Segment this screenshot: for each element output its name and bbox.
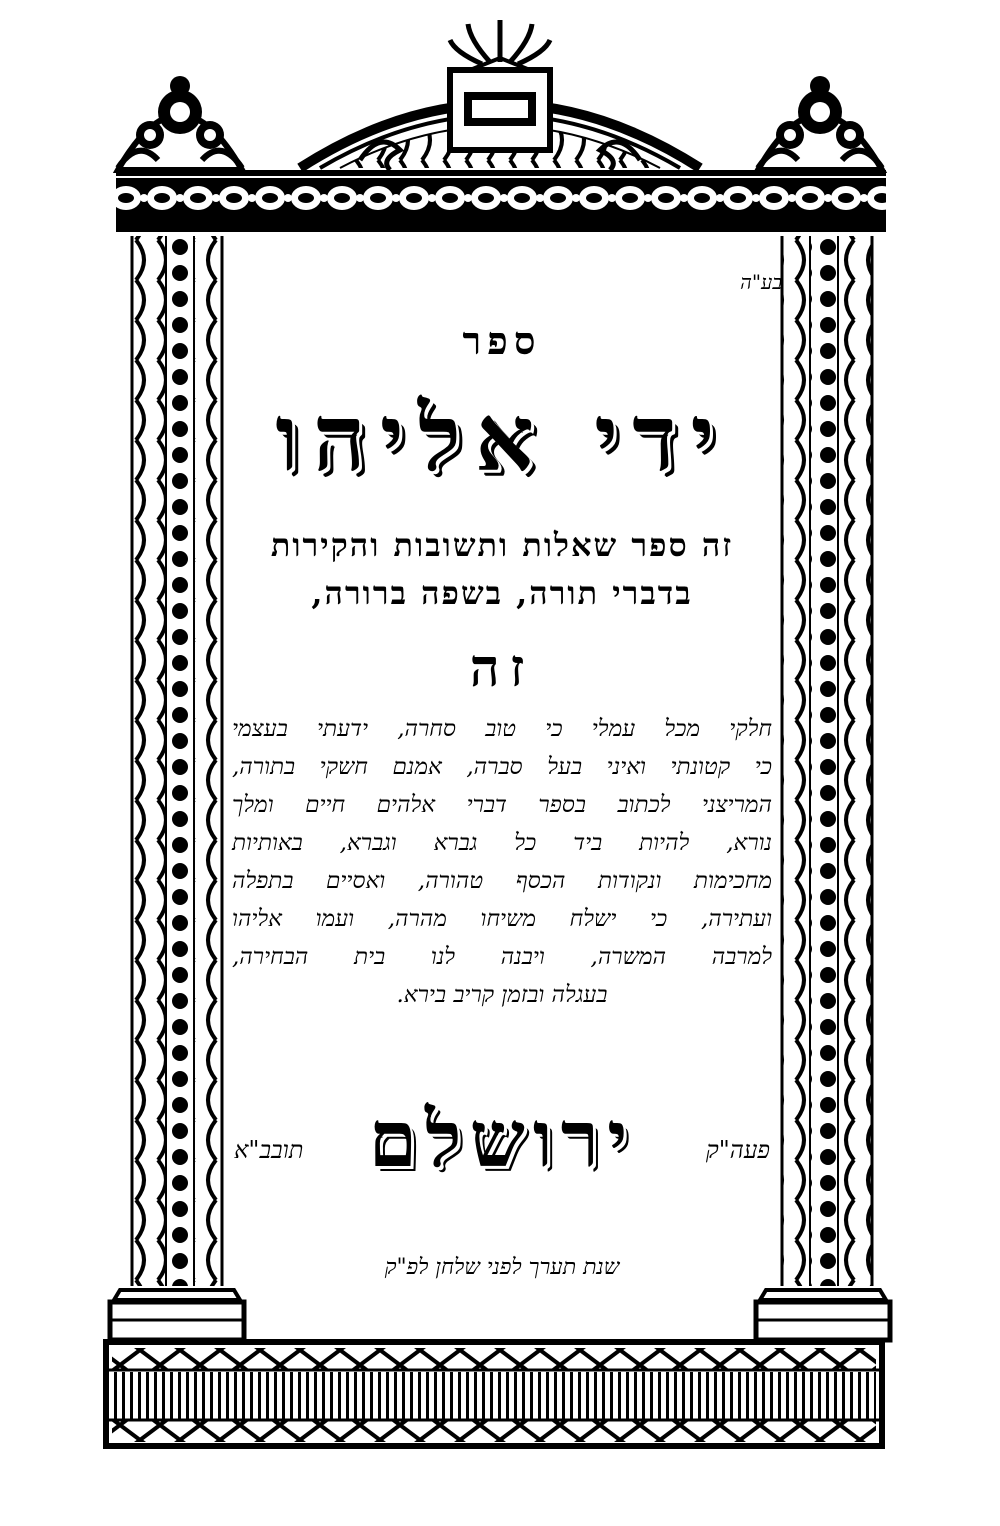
book-title: ידי אליהו [275, 384, 729, 492]
text-panel [222, 236, 782, 1306]
place-prefix: פעה"ק [705, 1136, 770, 1164]
subtitle-line-2: בדברי תורה, בשפה ברורה, [311, 574, 693, 612]
bottom-base-band [106, 1342, 882, 1446]
city-name: ירושלם [368, 1094, 636, 1185]
body-line: המריצני לכתוב בספר דברי אלהים חיים ומלך [232, 792, 772, 818]
left-flower-finial [118, 76, 242, 170]
body-line: למרבה המשרה, ויבנה לנו בית הבחירה, [232, 944, 772, 970]
besiyata-heading: בע"ה [740, 270, 782, 294]
year-line: שנת תערך לפני שלחן לפ"ק [384, 1255, 620, 1280]
body-line: בעגלה ובזמן קריב בירא. [396, 982, 608, 1008]
right-flower-finial [758, 76, 882, 170]
top-arch-ornament [300, 20, 700, 170]
body-line: מחכימות ונקודות הכסף טהורה, ואסיים בתפלה [232, 868, 772, 894]
imprint-row [222, 1094, 782, 1204]
sefer-label: ספר [462, 318, 542, 363]
body-line: נורא, להיות ביד כל גברא וגברא, באותיות [232, 830, 772, 856]
body-line: חלקי מכל עמלי כי טוב סחרה, ידעתי בעצמי [232, 716, 772, 742]
body-paragraph [232, 710, 772, 1014]
blessing-abbrev: תובב"א [234, 1136, 304, 1164]
body-line: כי קטונתי ואיני בעל סברה, אמנם חשקי בתורה, [232, 754, 772, 780]
zeh-heading: זה [469, 638, 535, 699]
subtitle-line-1: זה ספר שאלות ותשובות והקירות [270, 526, 734, 564]
body-line: ועתירה, כי ישלח משיחו מהרה, ועמו אליהו [232, 906, 772, 932]
top-chain-band [116, 170, 886, 232]
